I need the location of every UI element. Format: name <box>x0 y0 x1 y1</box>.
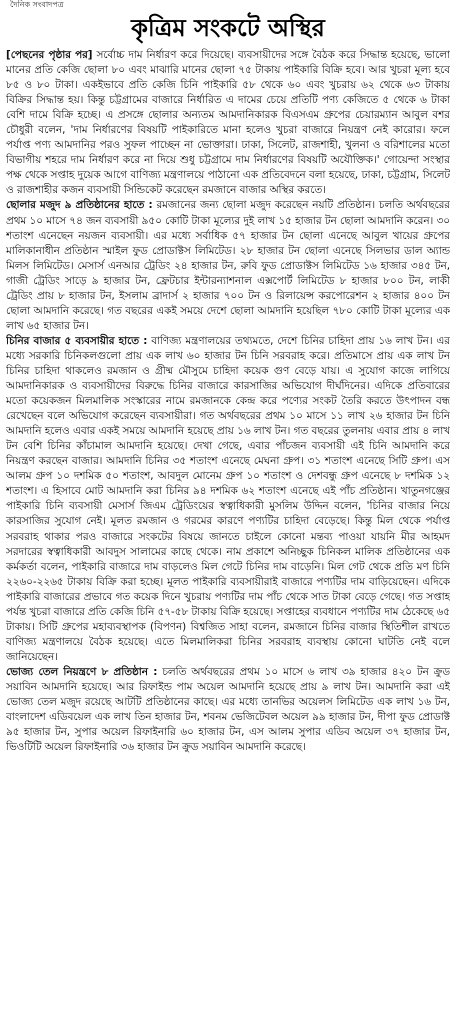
paragraph-continuation <box>6 48 450 198</box>
article-body <box>6 48 450 1033</box>
paragraph-text: চলতি অর্থবছরের প্রথম ১০ মাসে ৬ লাখ ৩৯ হাজার ৪২০ টন ক্রুড সয়াবিন আমদানি হয়েছে। আর রিফাইন্ড পাম অয়েল আমদানি হয়েছে প্রায় ৯ লাখ টন। আমদানি করা এই ভোজ্য তেল মজুদ রয়েছে আটটি প্রতিষ্ঠানের কাছে। এর মধ্যে তানভির অয়েলস লিমিটেড এক লাখ ১৬ টন, বাংলাদেশ এডিবয়েল এক লাখ তিন হাজার টন, শবনম ভেজিটেবল অয়েল ৯৯ হাজার টন, দীপা ফুড প্রোডাক্ট ৯৫ হাজার টন, সুপার অয়েল রিফাইনারি ৬০ হাজার টন, এস আলম সুপার এডিব অয়েল ৩৭ হাজার টন, ভিওটিটি অয়েল রিফাইনারি ৩৬ হাজার টন ক্রুড সয়াবিন আমদানি করেছে। <box>6 665 450 754</box>
paragraph-edible-oil <box>6 665 450 755</box>
subheading-edible-oil: ভোজ্য তেল নিয়ন্ত্রণে ৮ প্রতিষ্ঠান : <box>6 665 158 678</box>
subheading-sugar: চিনির বাজার ৫ ব্যবসায়ীর হাতে : <box>6 334 148 347</box>
paragraph-sugar <box>6 334 450 665</box>
subheading-chickpea: ছোলার মজুদ ৯ প্রতিষ্ঠানের হাতে : <box>6 199 153 212</box>
paragraph-text: বাণিজ্য মন্ত্রণালয়ের তথ্যমতে, দেশে চিনির চাহিদা প্রায় ১৬ লাখ টন। এর মধ্যে সরকারি চিনিকলগুলো প্রায় এক লাখ ৬০ হাজার টন চিনি সরবরাহ করে। প্রতিমাসে প্রায় এক লাখ টন চিনির চাহিদা থাকলেও রমজান ও গ্রীষ্ম মৌসুমে চাহিদা কয়েক গুণ বেড়ে যায়। এ সুযোগ কাজে লাগিয়ে আমদানিকারক ও ব্যবসায়ীদের বিরুদ্ধে চিনির বাজারে কারসাজির অভিযোগ দীর্ঘদিনের। এদিকে প্রতিবারের মতো কয়েকজন মিলমালিক সংস্কারের নামে রমজানকে কেন্দ্র করে পণ্যের সংকট তৈরি করতে উৎপাদন বন্ধ রেখেছেন বলে অভিযোগ করেছেন ব্যবসায়ীরা। গত অর্থবছরের প্রথম ১০ মাসে ১১ লাখ ২৬ হাজার টন চিনি আমদানি হলেও এবার একই সময়ে আমদানি হয়েছে প্রায় ১৬ লাখ টন। গত বছরের তুলনায় এবার প্রায় ৪ লাখ টন বেশি চিনির কাঁচামাল আমদানি হয়েছে। দেখা গেছে, এবার পাঁচজন ব্যবসায়ী এই চিনি আমদানি করে নিয়ন্ত্রণ করছেন বাজার। আমদানি চিনির ৩৫ শতাংশ এনেছে মেঘনা গ্রুপ। ৩১ শতাংশ এনেছে সিটি গ্রুপ। এস আলম গ্রুপ ১০ দশমিক ৫০ শতাংশ, আবদুল মোনেম গ্রুপ ১০ শতাংশ ও দেশবন্ধু গ্রুপ এনেছে ৮ দশমিক ১২ শতাংশ। এ হিসাবে মোট আমদানি করা চিনির ৯৪ দশমিক ৬২ শতাংশ এনেছে এই পাঁচ প্রতিষ্ঠান। খাতুনগঞ্জের পাইকারি চিনি ব্যবসায়ী মেসার্স জিএম ট্রেডিংয়ের স্বত্বাধিকারী মুসলিম উদ্দিন বলেন, 'চিনির বাজার নিয়ে কারসাজির সুযোগ নেই। মূলত রমজান ও গরমের কারণে পণ্যটির চাহিদা বেড়েছে। কিন্তু মিল থেকে পর্যাপ্ত সরবরাহ থাকার পরও বাজারে সংকটের বিষয়ে জানতে চাইলে কোনো মন্তব্য পাওয়া যায়নি মীর আহমদ সরদারের স্বত্বাধিকারী আবদুস সালামের কাছে থেকে। নাম প্রকাশে অনিচ্ছুক চিনিকল মালিক প্রতিষ্ঠানের এক কর্মকর্তা বলেন, পাইকারি বাজারে দাম বাড়লেও মিল গেটে চিনির দাম বাড়েনি। মিল গেট থেকে প্রতি মণ চিনি ২২৬০-২২৬৫ টাকায় বিক্রি করা হচ্ছে। মূলত পাইকারি ব্যবসায়ীরাই বাজারে পণ্যটির দাম বাড়িয়েছেন। এদিকে পাইকারি বাজারের প্রভাবে গত কয়েক দিনে খুচরায় পণ্যটির দাম পাঁচ থেকে সাত টাকা বেড়ে গেছে। গত সপ্তাহ পর্যন্ত খুচরা বাজারে প্রতি কেজি চিনি ৫৭-৫৮ টাকায় বিক্রি হয়েছে। সপ্তাহের ব্যবধানে পণ্যটির দাম ঠেকেছে ৬৫ টাকায়। সিটি গ্রুপের মহাব্যবস্থাপক (বিপণন) বিশ্বজিত সাহা বলেন, রমজানে চিনির বাজার স্থিতিশীল রাখতে বাণিজ্য মন্ত্রণালয়ে বৈঠক হয়েছে। এতে মিলমালিকরা চিনির সরবরাহ ব্যবস্থায় কোনো ঘাটতি নেই বলে জানিয়েছেন। <box>6 334 450 663</box>
paragraph-text: সর্বোচ্চ দাম নির্ধারণ করে দিয়েছে। ব্যবসায়ীদের সঙ্গে বৈঠক করে সিদ্ধান্ত হয়েছে, ভালো মানের প্রতি কেজি ছোলা ৮০ এবং মাঝারি মানের ছোলা ৭৫ টাকায় পাইকারি বিক্রি হবে। আর খুচরা মূল্য হবে ৮৫ ও ৮০ টাকা। একইভাবে প্রতি কেজি চিনি পাইকারি ৫৮ থেকে ৬০ এবং খুচরায় ৬২ থেকে ৬৩ টাকায় বিক্রির সিদ্ধান্ত হয়। কিন্তু চট্টগ্রামের বাজারে নির্ধারিত এ দামের চেয়ে প্রতিটি পণ্য কেজিতে ৫ থেকে ৬ টাকা বেশি দামে বিক্রি হচ্ছে। এ প্রসঙ্গে ছোলার অন্যতম আমদানিকারক বিএসএম গ্রুপের চেয়ারম্যান আবুল বশর চৌধুরী বলেন, 'দাম নির্ধারণের বিষয়টি পাইকারিতে মানা হলেও খুচরা বাজারে নিয়ন্ত্রণ নেই কারোর। ফলে পর্যাপ্ত পণ্য আমদানির পরও সুফল পাচ্ছেন না ভোক্তারা। ঢাকা, সিলেট, রাজশাহী, খুলনা ও বরিশালের মতো বিভাগীয় শহরে দাম নির্ধারণ করে না দিয়ে শুধু চট্টগ্রামে দাম নির্ধারণের বিষয়টি অযৌক্তিক।' গোয়েন্দা সংস্থার পক্ষ থেকে সপ্তাহ দুয়েক আগে বাণিজ্য মন্ত্রণালয়ে পাঠানো এক প্রতিবেদনে বলা হয়েছে, ঢাকা, চট্টগ্রাম, সিলেট ও রাজশাহীর কজন ব্যবসায়ী সিন্ডিকেট করেছেন রমজানে বাজার অস্থির করতে। <box>6 49 450 197</box>
paragraph-text: রমজানের জন্য ছোলা মজুদ করেছেন নয়টি প্রতিষ্ঠান। চলতি অর্থবছরের প্রথম ১০ মাসে ৭৪ জন ব্যবসায়ী ৯৫০ কোটি টাকা মূল্যের দুই লাখ ১৫ হাজার টন ছোলা আমদানি করেন। ৩০ শতাংশ এনেছেন নয়জন ব্যবসায়ী। এর মধ্যে সর্বাধিক ৫৭ হাজার টন ছোলা এনেছে আবুল খায়ের গ্রুপের মালিকানাধীন প্রতিষ্ঠান স্মাইল ফুড প্রোডাক্টস লিমিটেড। ২৮ হাজার টন ছোলা এনেছে সিলভার ডাল অ্যান্ড মিলস লিমিটেড। মেসার্স এনআর ট্রেডিং ২৪ হাজার টন, রুবি ফুড প্রোডাক্টস লিমিটেড ১৬ হাজার ৩৪৫ টন, গাজী ট্রেডিং সাড়ে ৯ হাজার টন, ফ্রেটচার ইন্টারন্যাশনাল এক্সপোর্ট লিমিটেড ৮ হাজার ৮০০ টন, লাকী ট্রেডিং প্রায় ৮ হাজার টন, ইসলাম ব্রাদার্স ২ হাজার ৭০০ টন ও রিলায়েন্স করপোরেশন ২ হাজার ৪০০ টন ছোলা আমদানি করেছে। গত বছরের একই সময়ে দেশে ছোলা আমদানি হয়েছিল ৭৮০ কোটি টাকা মূল্যের এক লাখ ৬৫ হাজার টন। <box>6 199 450 332</box>
page-header-strip: দৈনিক সংবাদপত্র <box>10 0 64 9</box>
paragraph-chickpea <box>6 198 450 333</box>
headline: কৃত্রিম সংকটে অস্থির <box>131 13 325 42</box>
continuation-marker: [পেছনের পৃষ্ঠার পর] <box>6 49 93 61</box>
